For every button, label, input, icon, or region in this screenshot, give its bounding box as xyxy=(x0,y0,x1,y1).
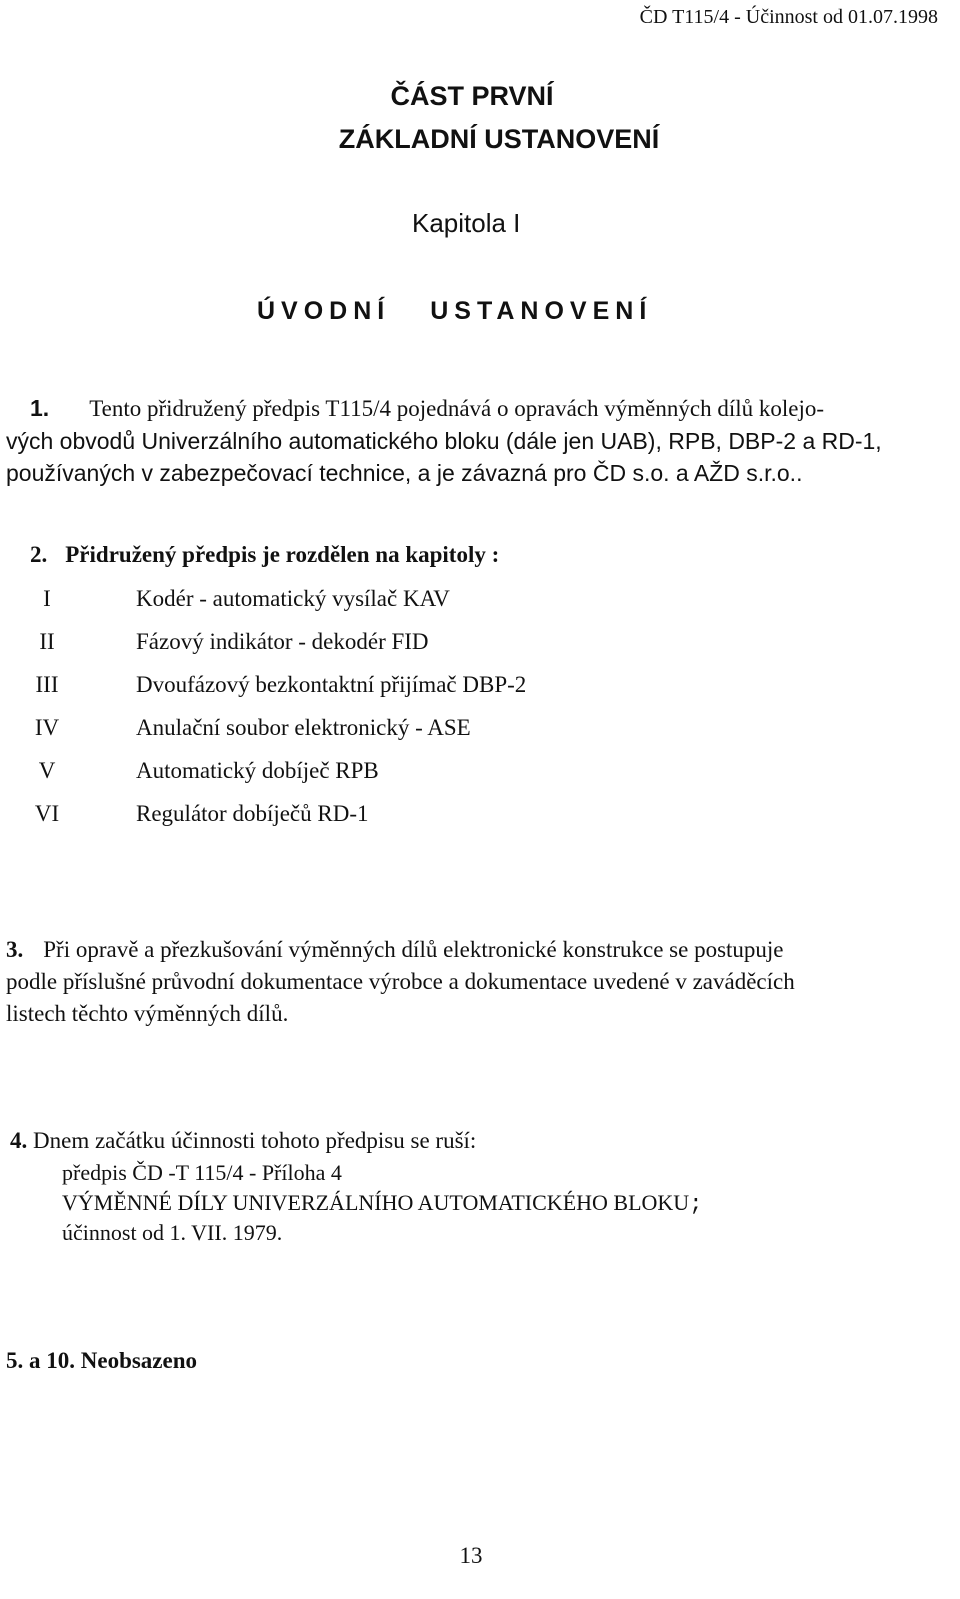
chapter-list xyxy=(16,586,716,846)
chapter-name: Automatický dobíječ RPB xyxy=(136,758,379,783)
chapter-name: Fázový indikátor - dekodér FID xyxy=(136,629,429,654)
section-4 xyxy=(10,1128,476,1154)
chapter-name: Kodér - automatický vysílač KAV xyxy=(136,586,450,611)
part-title: ČÁST PRVNÍ xyxy=(390,81,554,111)
section-4-line-2-suffix: ; xyxy=(689,1192,703,1217)
chapter-number: IV xyxy=(34,715,60,740)
list-item xyxy=(16,629,716,659)
section-2 xyxy=(6,542,942,568)
section-1-number: 1. xyxy=(30,395,50,421)
chapter-title-word-1: ÚVODNÍ xyxy=(257,297,391,325)
section-2-heading xyxy=(30,542,942,568)
document-header-reference: ČD T115/4 - Účinnost od 01.07.1998 xyxy=(639,6,938,28)
chapter-name: Regulátor dobíječů RD-1 xyxy=(136,801,369,826)
section-2-heading-text: Přidružený předpis je rozdělen na kapitoly : xyxy=(65,542,500,567)
section-4-line-2-text: VÝMĚNNÉ DÍLY UNIVERZÁLNÍHO AUTOMATICKÉHO BLOKU xyxy=(62,1190,690,1215)
section-3-line-1: Při opravě a přezkušování výměnných dílů elektronické konstrukce se postupuje xyxy=(43,937,784,962)
chapter-name: Dvoufázový bezkontaktní přijímač DBP-2 xyxy=(136,672,527,697)
section-4-line-2 xyxy=(62,1190,702,1217)
section-1-line-1: Tento přidružený předpis T115/4 pojednává o opravách výměnných dílů kolejo- xyxy=(89,396,825,421)
section-2-number: 2. xyxy=(30,542,48,567)
chapter-label: Kapitola I xyxy=(412,208,521,238)
section-4-line-1: předpis ČD -T 115/4 - Příloha 4 xyxy=(62,1160,342,1185)
section-4-line-3: účinnost od 1. VII. 1979. xyxy=(62,1220,283,1245)
section-3-line-3: listech těchto výměnných dílů. xyxy=(6,1001,289,1026)
chapter-title xyxy=(257,297,652,326)
chapter-title-word-2: USTANOVENÍ xyxy=(430,297,653,325)
list-item xyxy=(16,715,716,745)
section-3-line-2: podle příslušné průvodní dokumentace výrobce a dokumentace uvedené v zaváděcích xyxy=(6,969,795,994)
chapter-name: Anulační soubor elektronický - ASE xyxy=(136,715,471,740)
section-5: 5. a 10. Neobsazeno xyxy=(6,1348,198,1373)
section-4-heading: Dnem začátku účinnosti tohoto předpisu se ruší: xyxy=(33,1128,477,1153)
chapter-number: VI xyxy=(34,801,60,826)
section-3 xyxy=(6,934,942,1030)
list-item xyxy=(16,586,716,616)
section-1-line-3: používaných v zabezpečovací technice, a je závazná pro ČD s.o. a AŽD s.r.o.. xyxy=(6,460,803,486)
list-item xyxy=(16,801,716,831)
chapter-number: II xyxy=(39,629,55,654)
list-item xyxy=(16,672,716,702)
page-number: 13 xyxy=(459,1543,483,1568)
section-3-number: 3. xyxy=(6,937,24,962)
section-1-line-2: vých obvodů Univerzálního automatického bloku (dále jen UAB), RPB, DBP-2 a RD-1, xyxy=(6,428,882,454)
list-item xyxy=(16,758,716,788)
section-1 xyxy=(6,392,942,489)
section-4-number: 4. xyxy=(10,1128,28,1153)
part-subtitle: ZÁKLADNÍ USTANOVENÍ xyxy=(338,124,660,154)
chapter-number: I xyxy=(43,586,51,611)
chapter-number: III xyxy=(35,672,59,697)
chapter-number: V xyxy=(38,758,56,783)
